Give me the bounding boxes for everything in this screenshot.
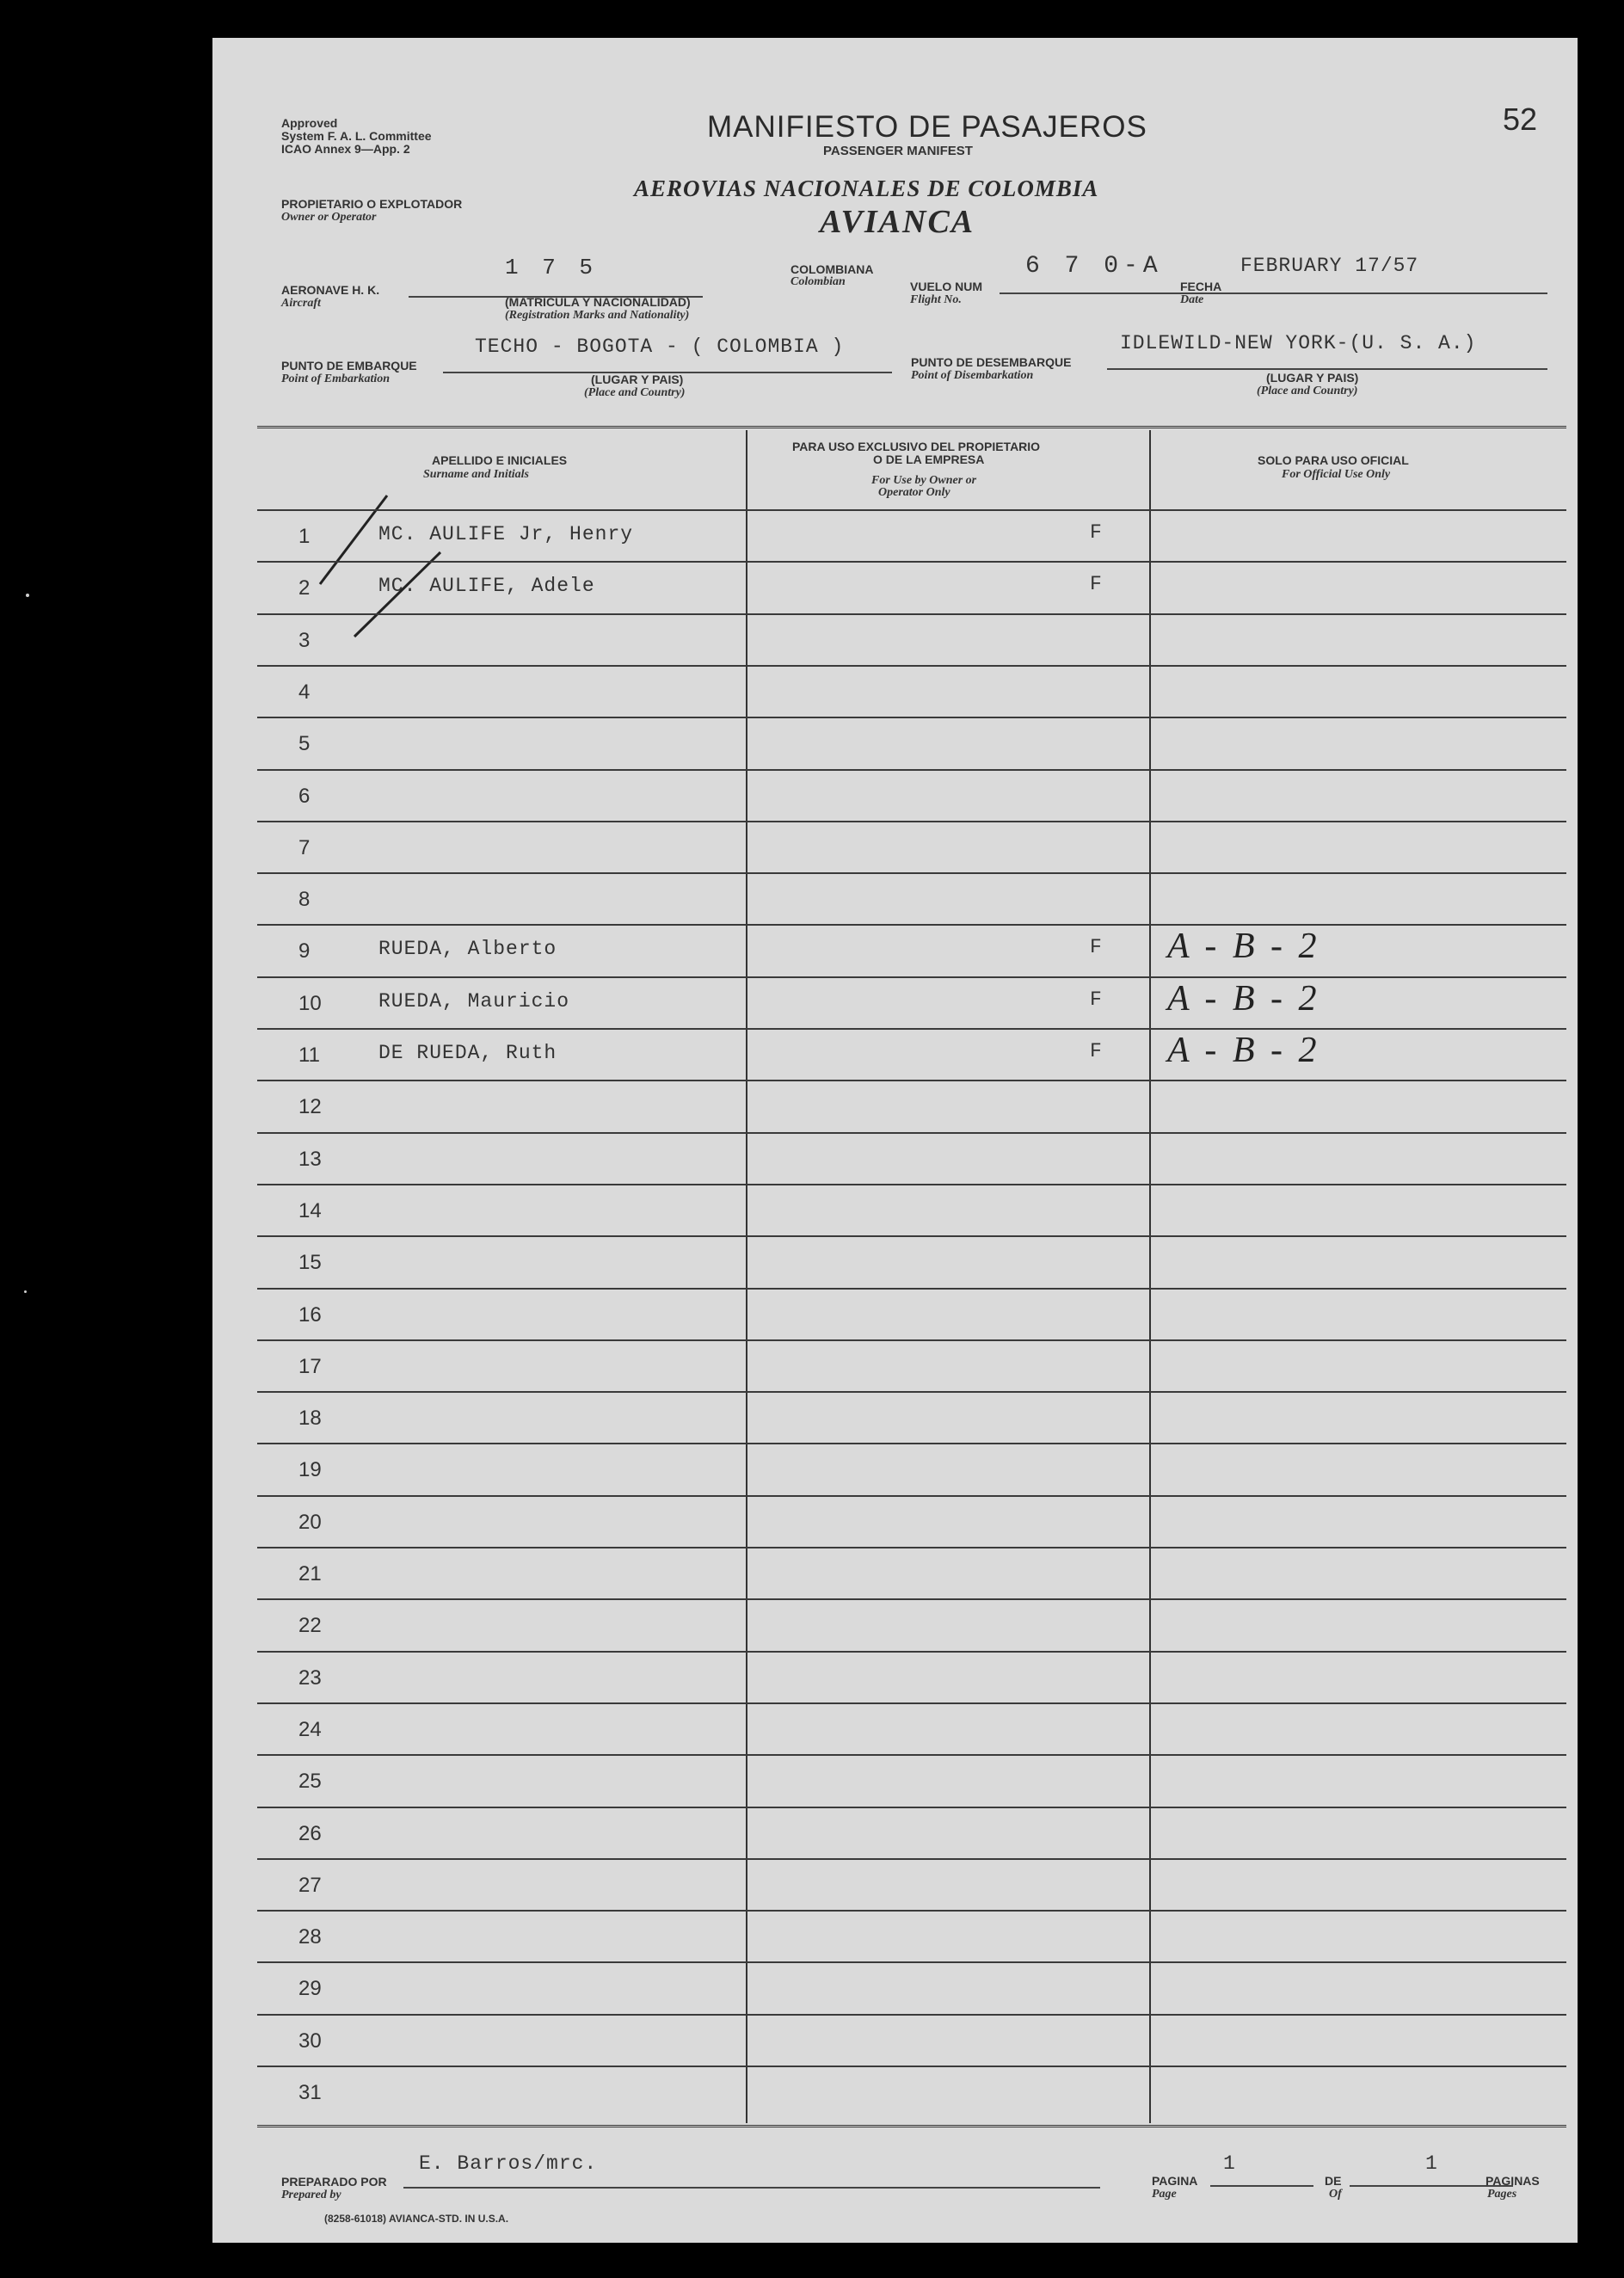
passenger-name: RUEDA, Alberto: [378, 938, 557, 960]
row-rule: [257, 1754, 1566, 1756]
row-number: 31: [298, 2081, 322, 2104]
row-rule: [257, 665, 1566, 667]
row-number: 1: [298, 525, 311, 548]
embark-value: TECHO - BOGOTA - ( COLOMBIA ): [475, 336, 845, 358]
row-number: 4: [298, 680, 311, 704]
aircraft-sub-en: (Registration Marks and Nationality): [505, 309, 690, 322]
disembark-value: IDLEWILD-NEW YORK-(U. S. A.): [1120, 332, 1477, 354]
pages-label: PAGINAS: [1486, 2174, 1540, 2188]
disembark-underline: [1107, 368, 1547, 370]
row-number: 29: [298, 1977, 322, 2000]
passenger-name: DE RUEDA, Ruth: [378, 1042, 557, 1064]
col-divider-1: [746, 430, 747, 2123]
row-rule: [257, 1858, 1566, 1860]
row-rule: [257, 1391, 1566, 1393]
row-number: 23: [298, 1666, 322, 1690]
col-header-owner-3: For Use by Owner or: [871, 474, 977, 487]
row-number: 8: [298, 888, 311, 911]
owner-use-code: F: [1090, 988, 1103, 1011]
row-number: 14: [298, 1199, 322, 1222]
row-number: 26: [298, 1822, 322, 1845]
row-rule: [257, 1651, 1566, 1653]
row-rule: [257, 1288, 1566, 1290]
row-number: 24: [298, 1718, 322, 1741]
disembark-sub-en: (Place and Country): [1257, 385, 1358, 397]
owner-label-en: Owner or Operator: [281, 211, 377, 224]
aircraft-label-en: Aircraft: [281, 297, 321, 310]
owner-short: AVIANCA: [820, 204, 975, 240]
date-value: FEBRUARY 17/57: [1240, 255, 1419, 277]
row-number: 5: [298, 732, 311, 755]
row-rule: [257, 613, 1566, 615]
row-number: 9: [298, 939, 311, 963]
row-rule: [257, 1702, 1566, 1704]
row-rule: [257, 1961, 1566, 1963]
approval-line-3: ICAO Annex 9—App. 2: [281, 142, 410, 156]
row-rule: [257, 717, 1566, 718]
page-underline: [1210, 2185, 1313, 2187]
row-rule: [257, 2014, 1566, 2016]
flight-value: 6 7 0-A: [1025, 253, 1163, 280]
owner-name: AEROVIAS NACIONALES DE COLOMBIA: [634, 175, 1099, 201]
page-label-en: Page: [1152, 2188, 1177, 2201]
row-rule: [257, 509, 1566, 511]
of-label-en: Of: [1329, 2188, 1342, 2201]
row-rule: [257, 561, 1566, 563]
row-number: 3: [298, 629, 311, 652]
approval-line-2: System F. A. L. Committee: [281, 129, 432, 143]
date-underline: [1226, 292, 1547, 294]
date-label: FECHA: [1180, 280, 1222, 293]
row-number: 30: [298, 2029, 322, 2053]
row-rule: [257, 1184, 1566, 1185]
of-label: DE: [1325, 2174, 1342, 2188]
row-rule: [257, 872, 1566, 874]
official-use-note: A - B - 2: [1167, 927, 1320, 966]
aircraft-label: AERONAVE H. K.: [281, 283, 380, 297]
nationality-label-en: Colombian: [790, 275, 846, 288]
scan-speck: [26, 594, 29, 597]
owner-use-code: F: [1090, 573, 1103, 595]
manifest-page: [212, 38, 1578, 2243]
row-number: 10: [298, 992, 322, 1015]
nationality-label: COLOMBIANA: [790, 262, 874, 276]
of-value: 1: [1425, 2152, 1438, 2175]
row-number: 12: [298, 1095, 322, 1118]
passenger-name: RUEDA, Mauricio: [378, 990, 570, 1013]
row-number: 13: [298, 1148, 322, 1171]
owner-use-code: F: [1090, 1040, 1103, 1062]
approval-line-1: Approved: [281, 116, 338, 130]
row-rule: [257, 1495, 1566, 1497]
owner-label: PROPIETARIO O EXPLOTADOR: [281, 197, 463, 211]
prepared-underline: [403, 2187, 1100, 2189]
row-rule: [257, 821, 1566, 822]
row-rule: [257, 1910, 1566, 1912]
scan-speck: [24, 1290, 27, 1293]
col-header-owner-1: PARA USO EXCLUSIVO DEL PROPIETARIO: [792, 440, 1041, 453]
row-rule: [257, 924, 1566, 926]
owner-use-code: F: [1090, 936, 1103, 958]
row-number: 18: [298, 1407, 322, 1430]
owner-use-code: F: [1090, 521, 1103, 544]
row-rule: [257, 1235, 1566, 1237]
official-use-note: A - B - 2: [1167, 1031, 1320, 1070]
page-label: PAGINA: [1152, 2174, 1198, 2188]
print-code: (8258-61018) AVIANCA-STD. IN U.S.A.: [324, 2213, 509, 2225]
table-bottom-rule: [257, 2125, 1566, 2127]
row-number: 21: [298, 1562, 322, 1585]
passenger-name: MC. AULIFE Jr, Henry: [378, 523, 634, 545]
row-rule: [257, 2066, 1566, 2067]
prepared-label-en: Prepared by: [281, 2189, 341, 2201]
col-header-name-en: Surname and Initials: [423, 468, 529, 481]
row-rule: [257, 1807, 1566, 1808]
page-value: 1: [1223, 2152, 1236, 2175]
row-number: 27: [298, 1874, 322, 1897]
col-header-name: APELLIDO E INICIALES: [432, 453, 568, 467]
embark-label: PUNTO DE EMBARQUE: [281, 359, 417, 372]
row-number: 11: [298, 1044, 320, 1067]
table-top-rule: [257, 426, 1566, 428]
col-header-official: SOLO PARA USO OFICIAL: [1258, 453, 1409, 467]
pages-label-en: Pages: [1487, 2188, 1517, 2201]
flight-label-en: Flight No.: [910, 293, 962, 306]
row-number: 17: [298, 1355, 322, 1378]
page-number-stamp: 52: [1503, 102, 1538, 137]
row-rule: [257, 769, 1566, 771]
row-rule: [257, 1547, 1566, 1548]
embark-sub: (LUGAR Y PAIS): [591, 372, 684, 386]
row-number: 25: [298, 1770, 322, 1793]
col-header-official-en: For Official Use Only: [1282, 468, 1391, 481]
row-number: 22: [298, 1614, 322, 1637]
disembark-sub: (LUGAR Y PAIS): [1266, 371, 1359, 385]
row-number: 16: [298, 1303, 322, 1327]
row-rule: [257, 1339, 1566, 1341]
row-number: 2: [298, 576, 311, 600]
row-number: 19: [298, 1458, 322, 1481]
prepared-value: E. Barros/mrc.: [419, 2152, 598, 2175]
official-use-note: A - B - 2: [1167, 979, 1320, 1019]
col-divider-2: [1149, 430, 1151, 2123]
row-number: 6: [298, 785, 311, 808]
row-number: 15: [298, 1251, 322, 1274]
row-number: 28: [298, 1925, 322, 1949]
disembark-label: PUNTO DE DESEMBARQUE: [911, 355, 1072, 369]
flight-label: VUELO NUM: [910, 280, 982, 293]
row-rule: [257, 1443, 1566, 1444]
embark-sub-en: (Place and Country): [584, 386, 686, 399]
row-rule: [257, 976, 1566, 978]
aircraft-value: 1 7 5: [505, 255, 599, 280]
manifest-title: MANIFIESTO DE PASAJEROS: [707, 110, 1147, 144]
prepared-label: PREPARADO POR: [281, 2175, 387, 2189]
row-rule: [257, 1132, 1566, 1134]
aircraft-sub: (MATRICULA Y NACIONALIDAD): [505, 295, 691, 309]
disembark-label-en: Point of Disembarkation: [911, 369, 1034, 382]
row-rule: [257, 1598, 1566, 1600]
row-rule: [257, 1080, 1566, 1081]
row-number: 7: [298, 836, 311, 859]
manifest-subtitle: PASSENGER MANIFEST: [823, 144, 973, 158]
col-header-owner-4: Operator Only: [878, 486, 950, 499]
date-label-en: Date: [1180, 293, 1204, 306]
passenger-name: MC. AULIFE, Adele: [378, 575, 595, 597]
row-number: 20: [298, 1511, 322, 1534]
row-rule: [257, 1028, 1566, 1030]
embark-label-en: Point of Embarkation: [281, 372, 391, 385]
col-header-owner-2: O DE LA EMPRESA: [873, 453, 985, 466]
